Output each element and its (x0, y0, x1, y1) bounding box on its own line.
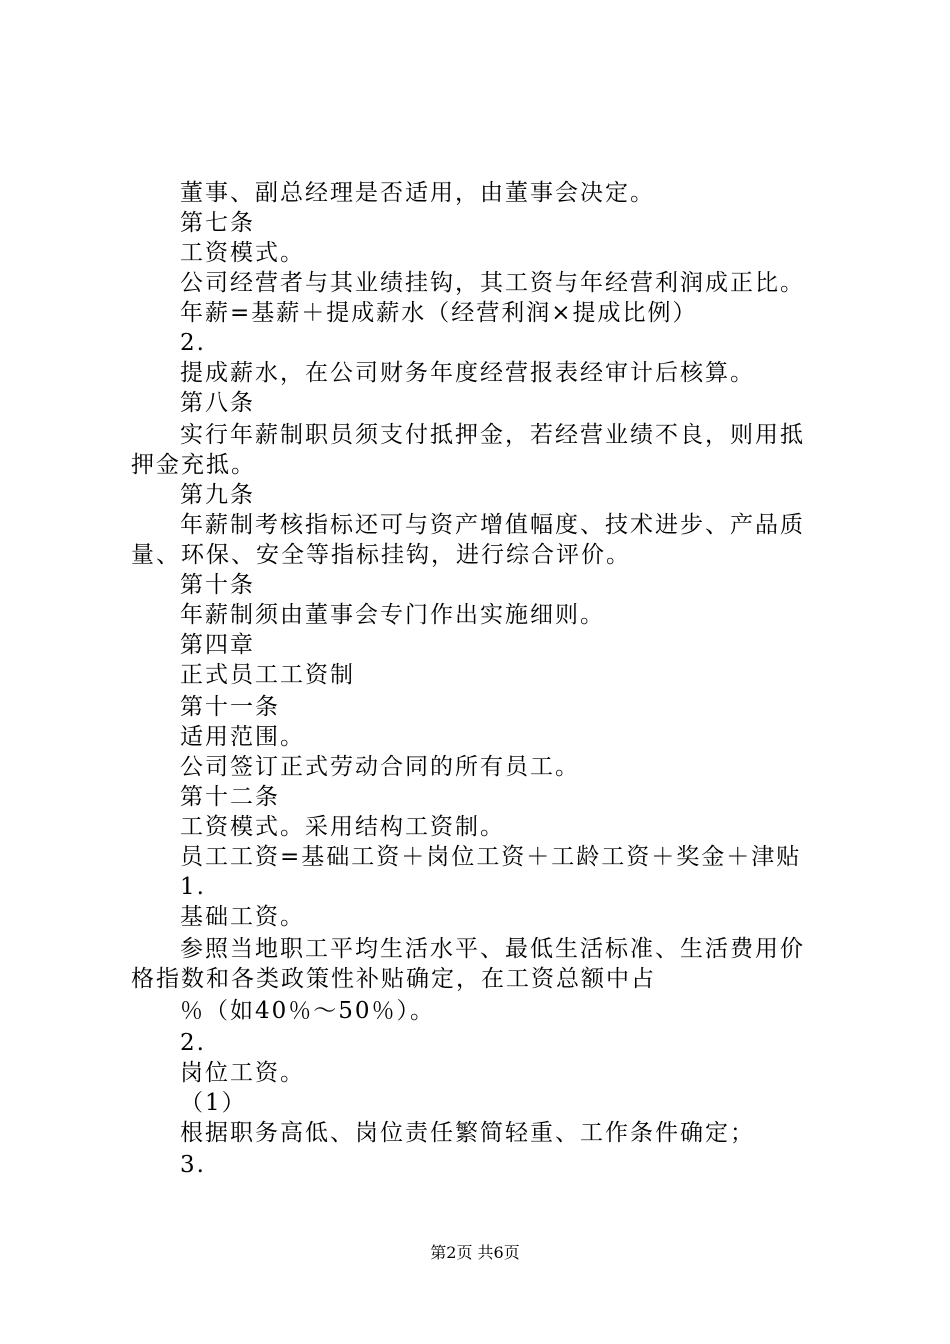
article-heading: 第十一条 (180, 694, 280, 720)
text-line: 工资模式。 (180, 240, 305, 266)
text-line: 押金充抵。 (131, 452, 256, 478)
list-number: （1） (180, 1090, 247, 1116)
text-line: 格指数和各类政策性补贴确定，在工资总额中占 (131, 966, 656, 992)
chapter-heading: 第四章 (180, 632, 255, 658)
article-heading: 第九条 (180, 482, 255, 508)
list-number: 3. (180, 1152, 206, 1178)
list-number: 2. (180, 330, 206, 356)
text-line: 年薪制考核指标还可与资产增值幅度、技术进步、产品质 (180, 512, 805, 538)
text-line: 提成薪水，在公司财务年度经营报表经审计后核算。 (180, 360, 755, 386)
text-line: 年薪制须由董事会专门作出实施细则。 (180, 602, 605, 628)
text-line: 岗位工资。 (180, 1060, 305, 1086)
chapter-title: 正式员工工资制 (180, 662, 355, 688)
text-line: 量、环保、安全等指标挂钩，进行综合评价。 (131, 542, 631, 568)
text-line: 公司签订正式劳动合同的所有员工。 (180, 754, 580, 780)
page-footer: 第2页 共6页 (430, 1243, 520, 1262)
text-line: 工资模式。采用结构工资制。 (180, 814, 505, 840)
article-heading: 第十条 (180, 572, 255, 598)
formula-line: 员工工资=基础工资＋岗位工资＋工龄工资＋奖金＋津贴 (180, 844, 802, 870)
list-number: 1. (180, 874, 206, 900)
formula-line: 年薪=基薪＋提成薪水（经营利润×提成比例） (180, 300, 698, 326)
text-line: 根据职务高低、岗位责任繁简轻重、工作条件确定； (180, 1120, 755, 1146)
list-number: 2. (180, 1030, 206, 1056)
article-heading: 第八条 (180, 390, 255, 416)
article-heading: 第七条 (180, 210, 255, 236)
text-line: ％（如40％～50％）。 (180, 998, 436, 1024)
article-heading: 第十二条 (180, 784, 280, 810)
text-line: 实行年薪制职员须支付抵押金，若经营业绩不良，则用抵 (180, 422, 805, 448)
text-line: 适用范围。 (180, 724, 305, 750)
text-line: 董事、副总经理是否适用，由董事会决定。 (180, 180, 655, 206)
text-line: 公司经营者与其业绩挂钩，其工资与年经营利润成正比。 (180, 270, 805, 296)
text-line: 基础工资。 (180, 904, 305, 930)
text-line: 参照当地职工平均生活水平、最低生活标准、生活费用价 (180, 936, 805, 962)
